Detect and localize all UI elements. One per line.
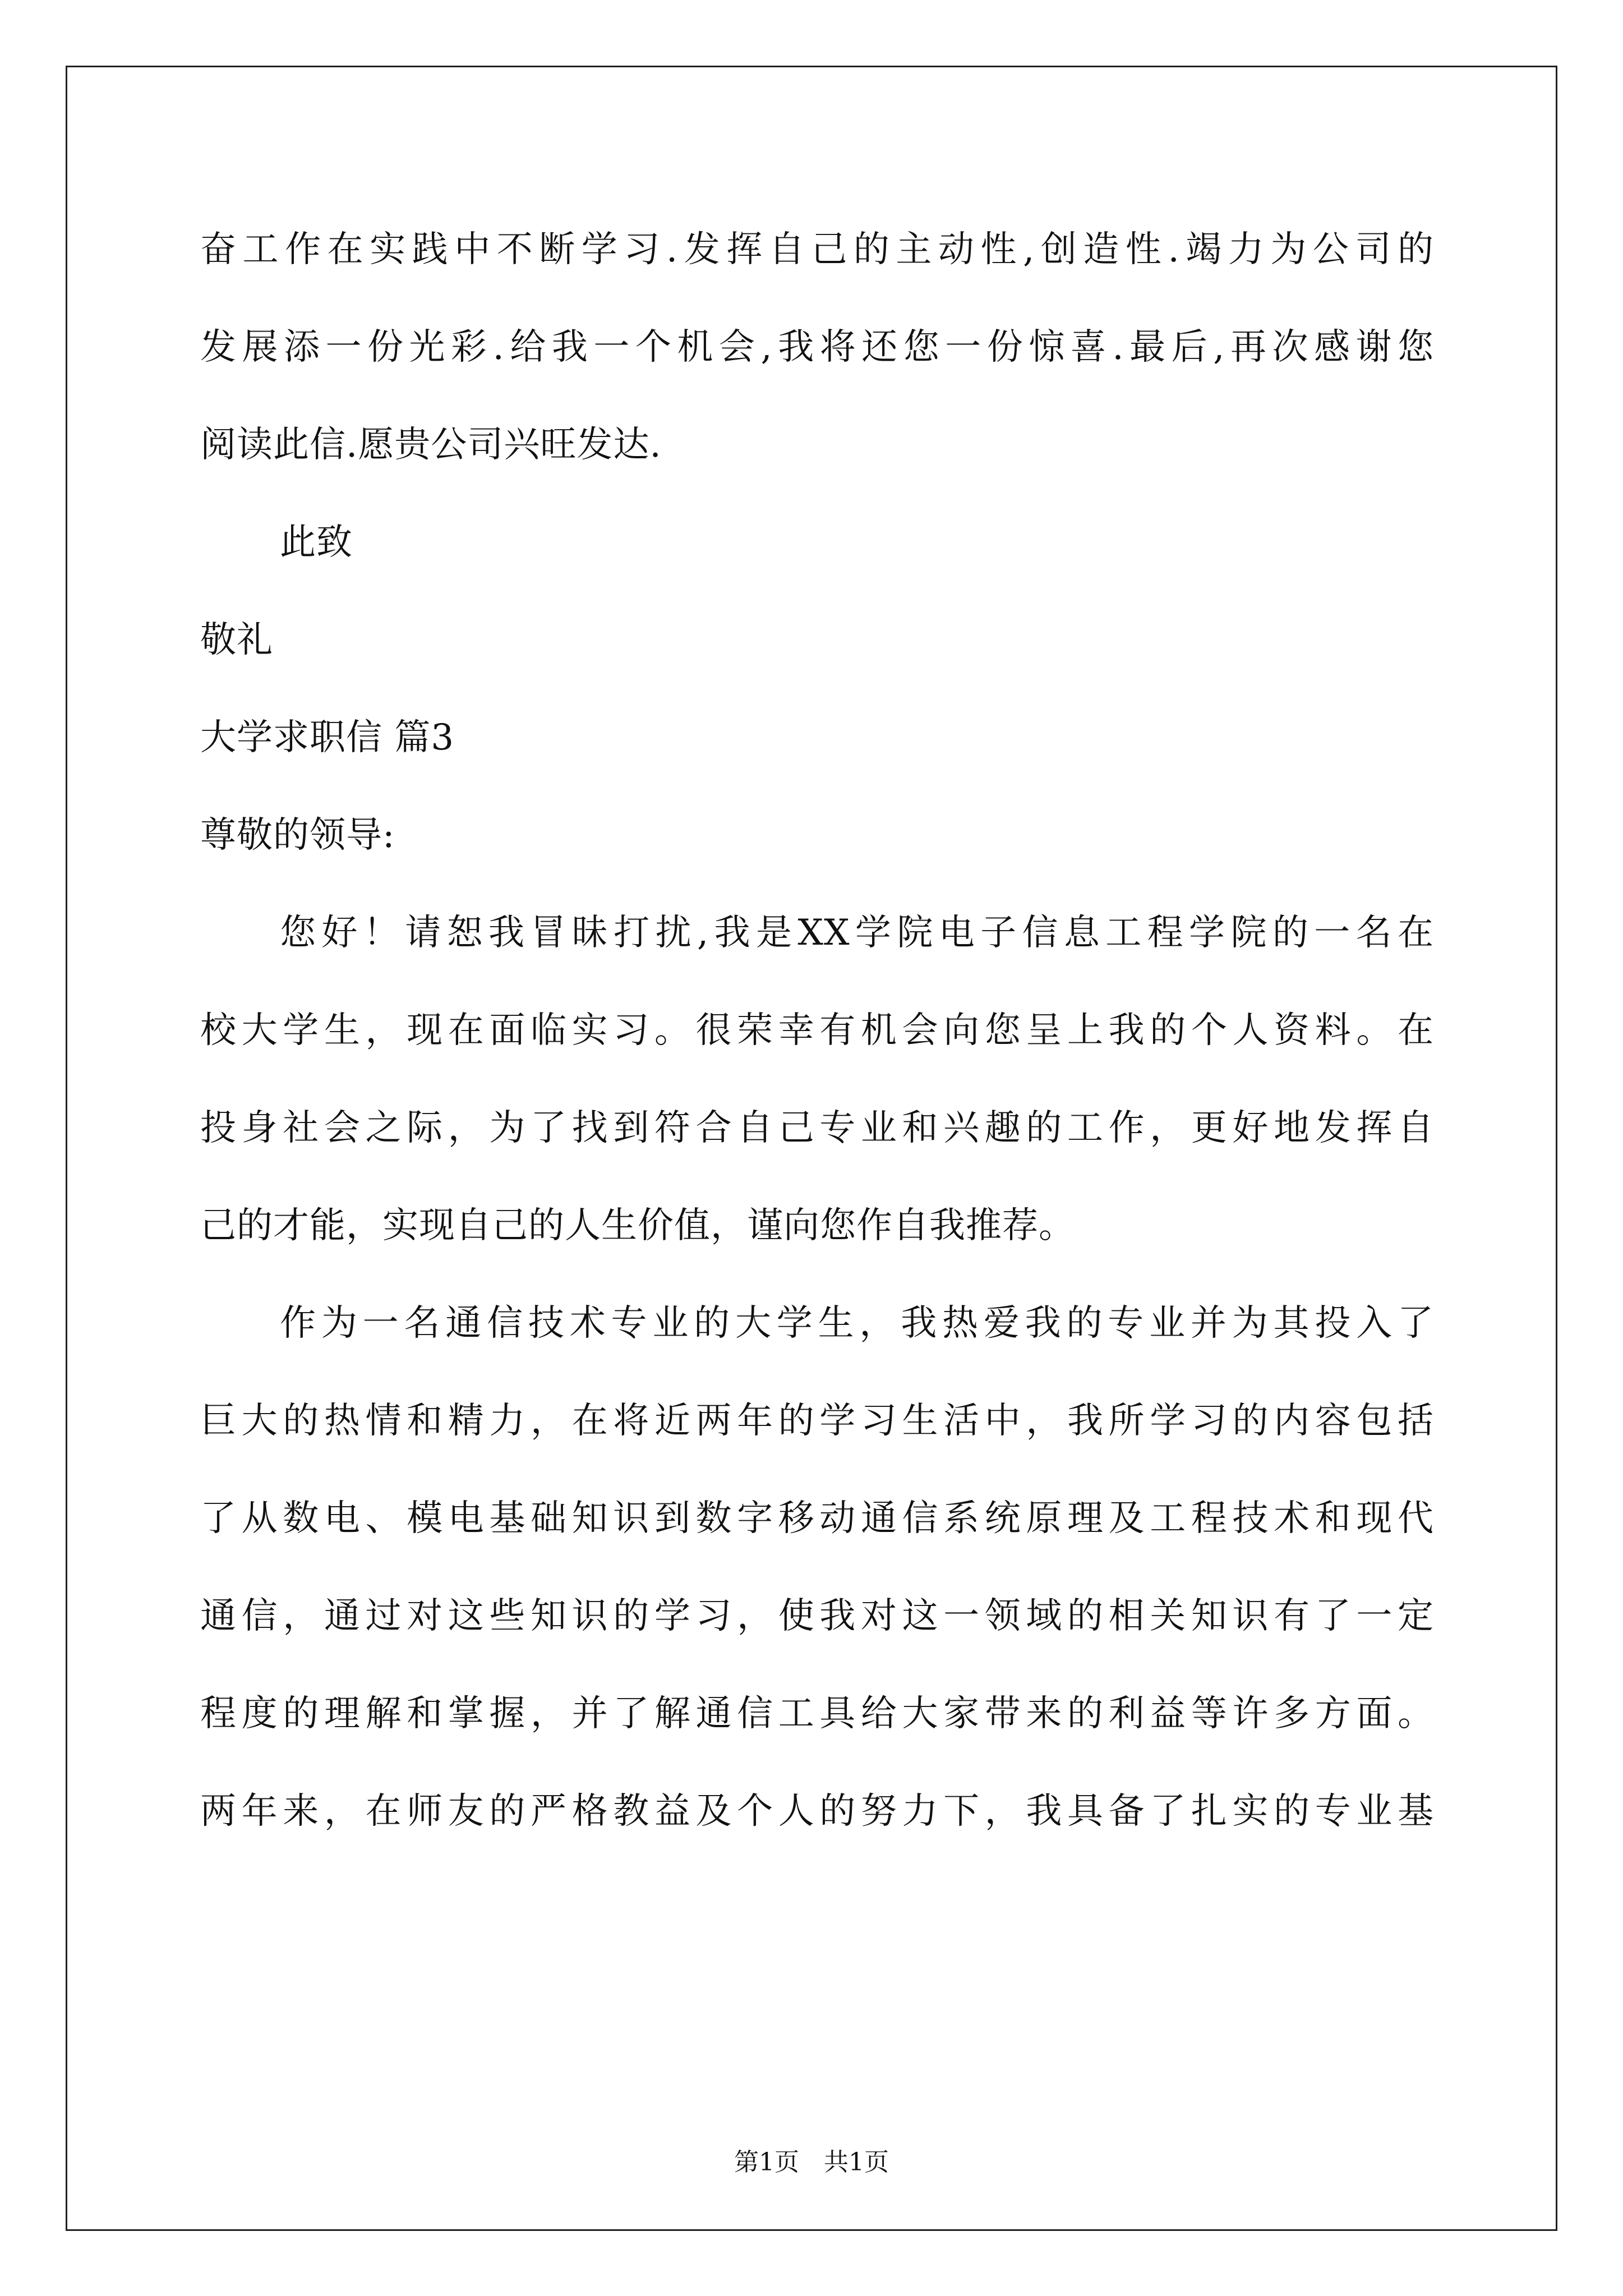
text-line: 程度的理解和掌握，并了解通信工具给大家带来的利益等许多方面。 <box>200 1693 1434 1734</box>
page-footer: 第1页 共1页 <box>734 2148 889 2177</box>
text-line: 了从数电、模电基础知识到数字移动通信系统原理及工程技术和现代 <box>200 1498 1434 1539</box>
text-line: 校大学生，现在面临实习。很荣幸有机会向您呈上我的个人资料。在 <box>200 1010 1434 1051</box>
document-body <box>200 208 1434 1867</box>
greeting: 尊敬的领导: <box>200 815 395 856</box>
text-line: 作为一名通信技术专业的大学生，我热爱我的专业并为其投入了 <box>280 1303 1434 1344</box>
section-heading: 大学求职信 篇3 <box>200 717 455 758</box>
text-line: 两年来，在师友的严格教益及个人的努力下，我具备了扎实的专业基 <box>200 1791 1434 1832</box>
closing-regards: 敬礼 <box>200 619 273 661</box>
text-line: 投身社会之际，为了找到符合自己专业和兴趣的工作，更好地发挥自 <box>200 1107 1434 1149</box>
text-line: 您好！请恕我冒昧打扰,我是XX学院电子信息工程学院的一名在 <box>280 912 1434 954</box>
text-line: 通信，通过对这些知识的学习，使我对这一领域的相关知识有了一定 <box>200 1595 1434 1637</box>
closing-salutation: 此致 <box>280 522 353 563</box>
text-line: 阅读此信.愿贵公司兴旺发达. <box>200 424 662 466</box>
text-line: 己的才能，实现自己的人生价值，谨向您作自我推荐。 <box>200 1205 1075 1246</box>
text-line: 发展添一份光彩.给我一个机会,我将还您一份惊喜.最后,再次感谢您 <box>200 326 1434 368</box>
text-line: 奋工作在实践中不断学习.发挥自己的主动性,创造性.竭力为公司的 <box>200 229 1434 270</box>
text-line: 巨大的热情和精力，在将近两年的学习生活中，我所学习的内容包括 <box>200 1400 1434 1442</box>
